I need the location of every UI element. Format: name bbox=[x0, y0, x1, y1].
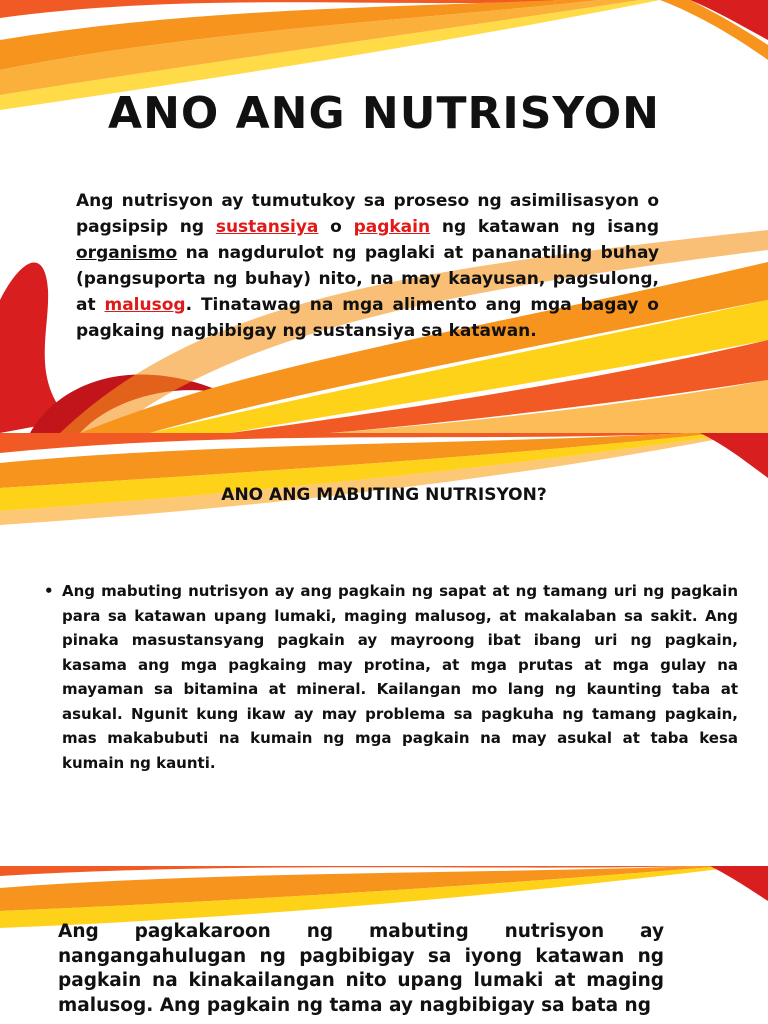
bullet-marker: • bbox=[44, 582, 54, 600]
link-organismo[interactable]: organismo bbox=[76, 243, 178, 263]
slide-1 bbox=[0, 0, 768, 433]
slide-2-bullet bbox=[44, 579, 738, 775]
link-pagkain[interactable]: pagkain bbox=[353, 217, 431, 237]
slide-1-title: ANO ANG NUTRISYON bbox=[108, 88, 660, 139]
text-segment: Ang nutrisyon ay tumutukoy sa proseso ng asimilisasyon o pagsipsip ng bbox=[76, 191, 659, 237]
bullet-text: Ang mabuting nutrisyon ay ang pagkain ng sapat at ng tamang uri ng pagkain para sa katawan upang lumaki, maging malusog, at makalaban sa sakit. Ang pinaka masustansyang pagkain ay mayroong ibat ibang uri ng pagkain, kasama ang mga pagkaing may protina, at mga prutas at mga gulay na mayaman sa bitamina at mineral. Kailangan mo lang ng kaunting taba at asukal. Ngunit kung ikaw ay may problema sa pagkuha ng tamang pagkain, mas makabubuti na kumain ng mga pagkain na may asukal at taba kesa kumain ng kaunti. bbox=[62, 582, 738, 772]
link-sustansiya[interactable]: sustansiya bbox=[215, 217, 319, 237]
text-segment: ng katawan ng isang bbox=[430, 217, 659, 237]
link-malusog[interactable]: malusog bbox=[104, 295, 186, 315]
slide-3-body: Ang pagkakaroon ng mabuting nutrisyon ay nangangahulugan ng pagbibigay sa iyong katawan ng pagkain na kinakailangan nito upang lumaki at maging malusog. Ang pagkain ng tama ay nagbibigay sa bata ng bbox=[58, 921, 664, 1016]
text-segment: . Tinatawag na mga alimento ang mga bagay o pagkaing nagbibigay ng sustansiya sa katawan. bbox=[76, 295, 659, 341]
slide-2-title: ANO ANG MABUTING NUTRISYON? bbox=[221, 485, 547, 505]
text-segment: o bbox=[318, 217, 354, 237]
text-segment: na nagdurulot ng paglaki at pananatiling buhay (pangsuporta ng buhay) nito, na may kaayusan, pagsulong, at bbox=[76, 243, 659, 315]
slide-2 bbox=[0, 433, 768, 866]
slide-3 bbox=[0, 866, 768, 1024]
slide-1-body bbox=[76, 188, 659, 344]
